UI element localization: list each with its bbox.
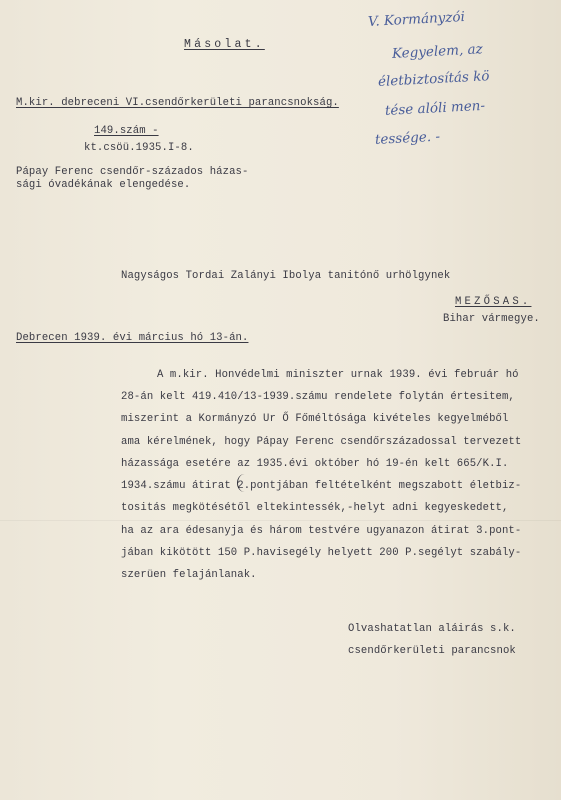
signature: Olvashatatlan aláirás s.k. xyxy=(348,623,516,635)
dateline: Debrecen 1939. évi március hó 13-án. xyxy=(16,332,249,344)
body-line: 1934.számu átirat 2.pontjában feltételként megszabott életbiz- xyxy=(121,480,522,492)
document-title: Másolat. xyxy=(184,38,265,51)
paper-fold xyxy=(0,520,561,521)
body-line: tositás megkötésétől eltekintessék,-helyt adni kegyeskedett, xyxy=(121,502,509,514)
note-line: tessége. - xyxy=(374,128,441,148)
body-line: ha az ara édesanyja és három testvére ugyanazon átirat 3.pont- xyxy=(121,525,522,537)
note-line: V. Kormányzói xyxy=(367,8,466,30)
note-line: tése alóli men- xyxy=(384,97,486,119)
sender-header: M.kir. debreceni VI.csendőrkerületi parancsnokság. xyxy=(16,97,339,109)
addressee: Nagyságos Tordai Zalányi Ibolya tanitónő urhölgynek xyxy=(121,270,451,282)
body-line: jában kikötött 150 P.havisegély helyett 200 P.segélyt szabály- xyxy=(121,547,522,559)
body-line: ama kérelmének, hogy Pápay Ferenc csendőrszázadossal tervezett xyxy=(121,436,522,448)
subject-line: Pápay Ferenc csendőr-százados házas- xyxy=(16,166,249,178)
body-line: szerüen felajánlanak. xyxy=(121,569,257,581)
reference-code: kt.csöü.1935.I-8. xyxy=(84,142,194,154)
destination-county: Bihar vármegye. xyxy=(443,313,540,325)
body-line: 28-án kelt 419.410/13-1939.számu rendelete folytán értesitem, xyxy=(121,391,515,403)
note-line: életbiztosítás kö xyxy=(377,68,490,90)
body-line: A m.kir. Honvédelmi miniszter urnak 1939. évi február hó xyxy=(157,369,519,381)
body-line: házassága esetére az 1935.évi október hó 19-én kelt 665/K.I. xyxy=(121,458,509,470)
signature-title: csendőrkerületi parancsnok xyxy=(348,645,516,657)
destination-city: MEZŐSAS. xyxy=(455,296,532,308)
note-line: Kegyelem, az xyxy=(391,41,484,62)
reference-number: 149.szám - xyxy=(94,125,159,137)
subject-line: sági óvadékának elengedése. xyxy=(16,179,191,191)
pen-mark xyxy=(237,474,252,492)
body-line: miszerint a Kormányzó Ur Ő Főméltósága kivételes kegyelméből xyxy=(121,413,509,425)
